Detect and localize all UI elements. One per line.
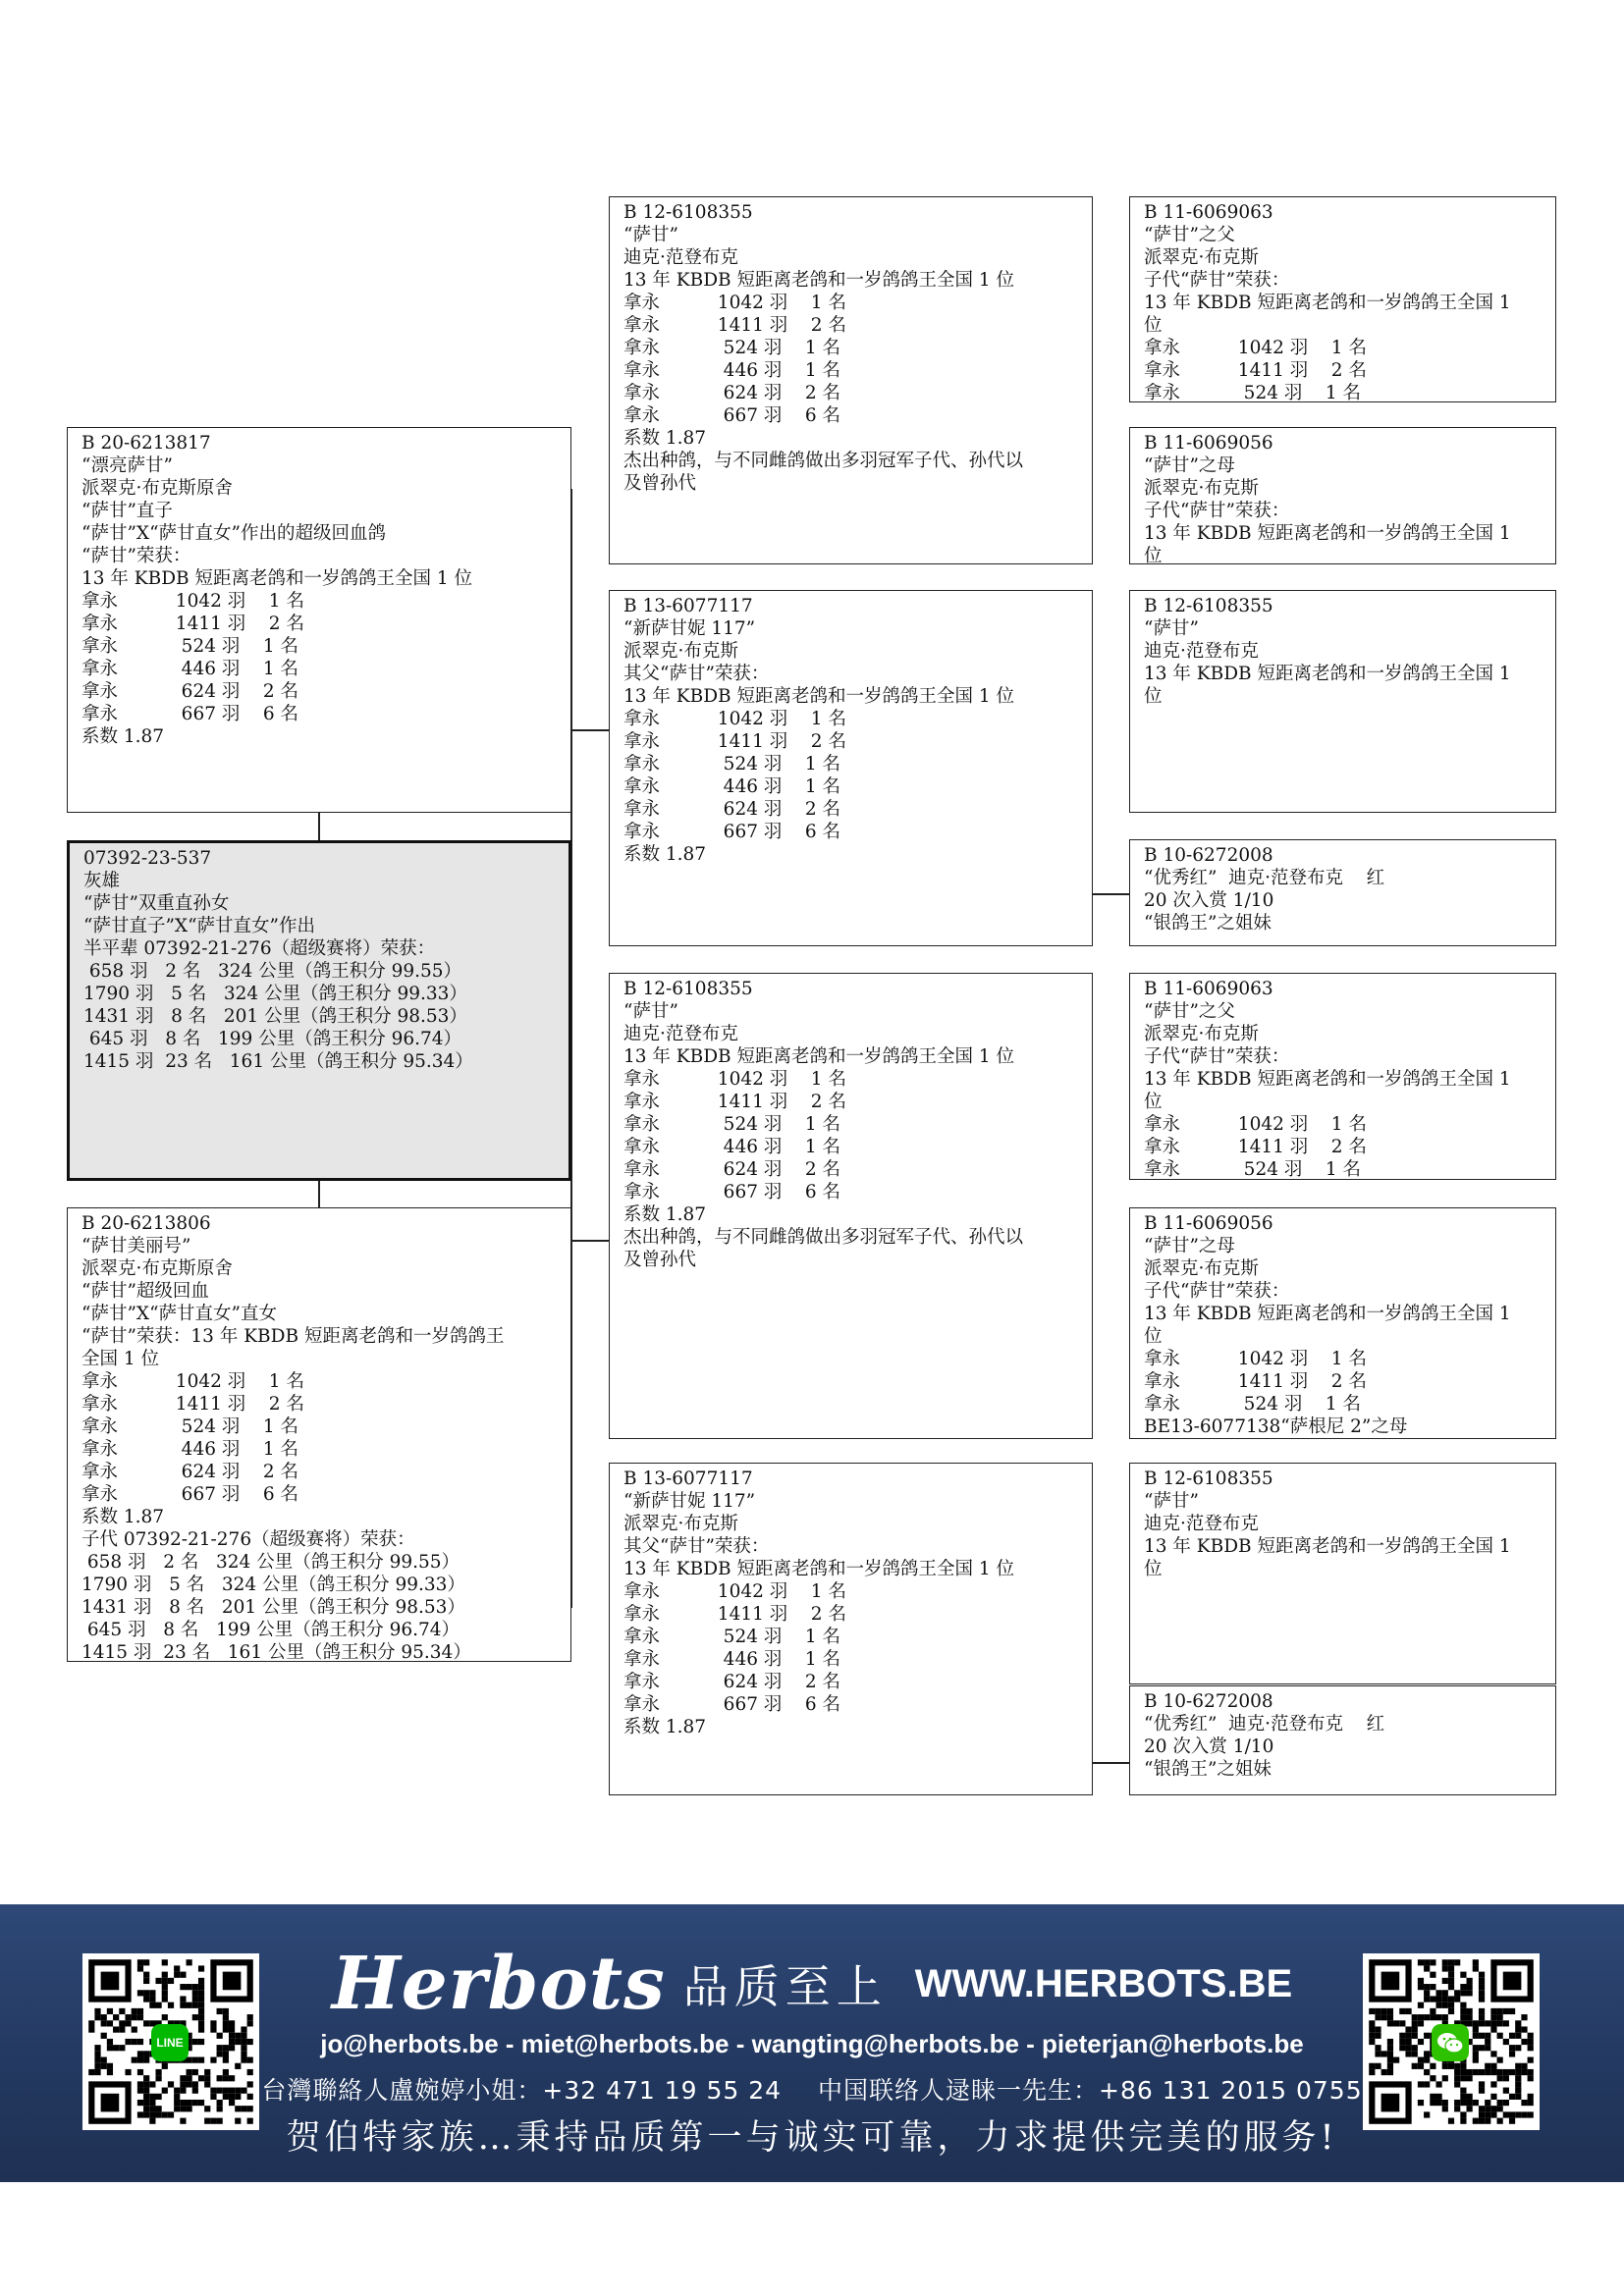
- email-links[interactable]: jo@herbots.be - miet@herbots.be - wangting@herbots.be - pieterjan@herbots.be: [320, 2029, 1304, 2058]
- pedigree-line: 拿永 667 羽 6 名: [623, 822, 841, 842]
- pedigree-line: 半平辈 07392-21-276（超级赛将）荣获：: [83, 938, 436, 959]
- pedigree-line: 拿永 1042 羽 1 名: [1144, 1349, 1367, 1369]
- sire-dam-card: [609, 590, 1093, 946]
- pedigree-line: 子代“萨甘”荣获：: [1144, 270, 1290, 291]
- pedigree-line: 拿永 1411 羽 2 名: [81, 614, 304, 634]
- pedigree-line: 迪克·范登布克: [623, 1024, 738, 1044]
- pedigree-line: 拿永 524 羽 1 名: [623, 1627, 841, 1647]
- pedigree-line: 拿永 667 羽 6 名: [81, 704, 299, 724]
- pedigree-line: 645 羽 8 名 199 公里（鸽王积分 96.74）: [83, 1029, 462, 1049]
- pedigree-line: 1790 羽 5 名 324 公里（鸽王积分 99.33）: [81, 1575, 465, 1595]
- motto: 贺伯特家族…秉持品质第一与诚实可靠，力求提供完美的服务!: [286, 2118, 1338, 2158]
- connector-line: [1092, 893, 1131, 895]
- pedigree-line: 13 年 KBDB 短距离老鸽和一岁鸽鸽王全国 1 位: [623, 686, 1015, 707]
- pedigree-line: 及曾孙代: [623, 1250, 697, 1270]
- pedigree-line: 拿永 1411 羽 2 名: [1144, 1137, 1367, 1157]
- pedigree-line: 拿永 524 羽 1 名: [623, 338, 841, 358]
- pedigree-line: B 13-6077117: [623, 596, 753, 616]
- ggp-card-2: [1129, 427, 1556, 564]
- slogan: 品质至上: [682, 1960, 888, 2013]
- pedigree-line: 派翠克·布克斯: [1144, 1024, 1259, 1044]
- pedigree-line: 13 年 KBDB 短距离老鸽和一岁鸽鸽王全国 1 位: [623, 1559, 1015, 1579]
- pedigree-line: “银鸽王”之姐妹: [1144, 1759, 1272, 1780]
- pedigree-line: “萨甘”: [623, 1001, 678, 1022]
- pedigree-line: 1431 羽 8 名 201 公里（鸽王积分 98.53）: [83, 1006, 467, 1027]
- pedigree-line: 拿永 446 羽 1 名: [81, 659, 299, 679]
- pedigree-line: “萨甘”X“萨甘直女”作出的超级回血鸽: [81, 523, 387, 544]
- pedigree-line: 拿永 524 羽 1 名: [81, 1416, 299, 1437]
- pedigree-line: 位: [1144, 546, 1163, 566]
- pedigree-line: 拿永 1042 羽 1 名: [623, 1581, 846, 1602]
- pedigree-line: 拿永 667 羽 6 名: [623, 1182, 841, 1202]
- pedigree-line: 派翠克·布克斯: [623, 641, 738, 662]
- pedigree-line: “新萨甘妮 117”: [623, 618, 756, 639]
- pedigree-line: 拿永 1042 羽 1 名: [623, 709, 846, 729]
- dam-card: [67, 1207, 571, 1662]
- pedigree-line: 系数 1.87: [81, 726, 165, 747]
- pedigree-line: “萨甘”双重直孙女: [83, 893, 230, 914]
- pedigree-line: 子代“萨甘”荣获：: [1144, 501, 1290, 521]
- pedigree-line: 其父“萨甘”荣获：: [623, 1536, 770, 1557]
- pedigree-line: 系数 1.87: [623, 428, 707, 449]
- connector-line: [571, 729, 611, 731]
- pedigree-line: 位: [1144, 1559, 1163, 1579]
- pedigree-line: 子代“萨甘”荣获：: [1144, 1281, 1290, 1302]
- pedigree-line: B 11-6069063: [1144, 202, 1273, 223]
- pedigree-line: 拿永 1411 羽 2 名: [623, 731, 846, 752]
- pedigree-line: 13 年 KBDB 短距离老鸽和一岁鸽鸽王全国 1: [1144, 1536, 1511, 1557]
- sire-sire-card: [609, 196, 1093, 564]
- pedigree-line: 全国 1 位: [81, 1349, 160, 1369]
- pedigree-line: “萨甘”超级回血: [81, 1281, 209, 1302]
- subject-pigeon-card: [67, 840, 571, 1181]
- pedigree-line: 拿永 1042 羽 1 名: [1144, 338, 1367, 358]
- pedigree-line: 拿永 524 羽 1 名: [1144, 1394, 1362, 1415]
- ggp-card-7: [1129, 1463, 1556, 1684]
- pedigree-line: 13 年 KBDB 短距离老鸽和一岁鸽鸽王全国 1: [1144, 1304, 1511, 1324]
- pedigree-line: 拿永 1411 羽 2 名: [1144, 360, 1367, 381]
- pedigree-line: B 20-6213806: [81, 1213, 211, 1234]
- pedigree-line: 拿永 446 羽 1 名: [623, 1137, 841, 1157]
- pedigree-line: 拿永 624 羽 2 名: [623, 383, 841, 403]
- pedigree-line: 658 羽 2 名 324 公里（鸽王积分 99.55）: [81, 1552, 460, 1573]
- pedigree-line: 拿永 1411 羽 2 名: [81, 1394, 304, 1415]
- ggp-card-4: [1129, 839, 1556, 946]
- pedigree-line: 拿永 524 羽 1 名: [81, 636, 299, 657]
- pedigree-line: B 12-6108355: [1144, 596, 1273, 616]
- pedigree-line: 系数 1.87: [81, 1507, 165, 1527]
- pedigree-line: 拿永 1411 羽 2 名: [623, 315, 846, 336]
- pedigree-line: 子代 07392-21-276（超级赛将）荣获：: [81, 1529, 415, 1550]
- pedigree-line: 07392-23-537: [83, 848, 212, 869]
- sire-card: [67, 427, 571, 813]
- ggp-card-6: [1129, 1207, 1556, 1439]
- pedigree-line: 拿永 1042 羽 1 名: [81, 591, 304, 612]
- pedigree-line: 13 年 KBDB 短距离老鸽和一岁鸽鸽王全国 1 位: [623, 270, 1015, 291]
- pedigree-line: “萨甘”直子: [81, 501, 173, 521]
- pedigree-line: “萨甘”: [1144, 1491, 1199, 1512]
- pedigree-line: 拿永 446 羽 1 名: [623, 1649, 841, 1670]
- pedigree-line: 658 羽 2 名 324 公里（鸽王积分 99.55）: [83, 961, 462, 982]
- pedigree-line: 拿永 624 羽 2 名: [81, 1462, 299, 1482]
- pedigree-line: B 11-6069056: [1144, 433, 1273, 454]
- ggp-card-3: [1129, 590, 1556, 813]
- pedigree-line: “萨甘美丽号”: [81, 1236, 191, 1256]
- pedigree-line: “漂亮萨甘”: [81, 455, 173, 476]
- pedigree-line: 派翠克·布克斯: [1144, 1258, 1259, 1279]
- pedigree-line: 杰出种鸽，与不同雌鸽做出多羽冠军子代、孙代以: [623, 1227, 1024, 1248]
- pedigree-line: “萨甘”之母: [1144, 1236, 1235, 1256]
- pedigree-line: 系数 1.87: [623, 1204, 707, 1225]
- pedigree-line: 拿永 1042 羽 1 名: [1144, 1114, 1367, 1135]
- pedigree-line: B 12-6108355: [623, 979, 753, 999]
- pedigree-line: 拿永 446 羽 1 名: [623, 776, 841, 797]
- ggp-card-1: [1129, 196, 1556, 402]
- pedigree-line: 拿永 667 羽 6 名: [623, 1694, 841, 1715]
- pedigree-line: 拿永 1042 羽 1 名: [623, 293, 846, 313]
- pedigree-line: 拿永 1411 羽 2 名: [1144, 1371, 1367, 1392]
- pedigree-line: 拿永 524 羽 1 名: [1144, 1159, 1362, 1180]
- pedigree-line: B 12-6108355: [1144, 1468, 1273, 1489]
- pedigree-line: 拿永 624 羽 2 名: [623, 799, 841, 820]
- pedigree-line: 拿永 624 羽 2 名: [623, 1672, 841, 1692]
- pedigree-line: 拿永 624 羽 2 名: [81, 681, 299, 702]
- pedigree-line: “优秀红” 迪克·范登布克 红: [1144, 868, 1385, 888]
- contact-taiwan: 台灣聯絡人盧婉婷小姐：+32 471 19 55 24: [261, 2076, 783, 2105]
- pedigree-line: 拿永 446 羽 1 名: [623, 360, 841, 381]
- connector-line: [1092, 1762, 1131, 1764]
- pedigree-line: 拿永 524 羽 1 名: [623, 1114, 841, 1135]
- pedigree-line: “萨甘”之母: [1144, 455, 1235, 476]
- pedigree-line: 拿永 524 羽 1 名: [623, 754, 841, 774]
- pedigree-line: 1415 羽 23 名 161 公里（鸽王积分 95.34）: [83, 1051, 473, 1072]
- pedigree-line: B 12-6108355: [623, 202, 753, 223]
- pedigree-line: B 10-6272008: [1144, 845, 1273, 866]
- pedigree-line: “萨甘”: [1144, 618, 1199, 639]
- pedigree-line: 位: [1144, 1092, 1163, 1112]
- pedigree-line: “新萨甘妮 117”: [623, 1491, 756, 1512]
- line-icon: LINE: [151, 2024, 189, 2061]
- connector-line: [318, 1180, 320, 1207]
- pedigree-line: B 11-6069063: [1144, 979, 1273, 999]
- pedigree-line: 1790 羽 5 名 324 公里（鸽王积分 99.33）: [83, 984, 467, 1004]
- pedigree-line: 派翠克·布克斯原舍: [81, 1258, 233, 1279]
- pedigree-line: 系数 1.87: [623, 844, 707, 865]
- website-link[interactable]: WWW.HERBOTS.BE: [914, 1961, 1293, 2005]
- pedigree-line: “萨甘直子”X“萨甘直女”作出: [83, 916, 316, 936]
- pedigree-line: B 10-6272008: [1144, 1691, 1273, 1712]
- pedigree-line: 拿永 1042 羽 1 名: [623, 1069, 846, 1090]
- pedigree-line: 20 次入赏 1/10: [1144, 1736, 1274, 1757]
- pedigree-line: 拿永 524 羽 1 名: [1144, 383, 1362, 403]
- pedigree-line: 13 年 KBDB 短距离老鸽和一岁鸽鸽王全国 1: [1144, 1069, 1511, 1090]
- pedigree-line: 1431 羽 8 名 201 公里（鸽王积分 98.53）: [81, 1597, 465, 1618]
- pedigree-line: 位: [1144, 315, 1163, 336]
- pedigree-line: 及曾孙代: [623, 473, 697, 494]
- pedigree-line: 派翠克·布克斯原舍: [81, 478, 233, 499]
- pedigree-line: 迪克·范登布克: [623, 247, 738, 268]
- pedigree-line: B 20-6213817: [81, 433, 211, 454]
- ggp-card-5: [1129, 973, 1556, 1180]
- dam-sire-card: [609, 973, 1093, 1439]
- wechat-icon: [1432, 2024, 1469, 2061]
- pedigree-line: “萨甘”荣获：13 年 KBDB 短距离老鸽和一岁鸽鸽王: [81, 1326, 505, 1347]
- pedigree-line: 派翠克·布克斯: [1144, 478, 1259, 499]
- pedigree-line: 其父“萨甘”荣获：: [623, 664, 770, 684]
- connector-line: [318, 812, 320, 841]
- connector-line: [571, 1240, 611, 1242]
- pedigree-line: BE13-6077138“萨根尼 2”之母: [1144, 1416, 1408, 1437]
- pedigree-line: 13 年 KBDB 短距离老鸽和一岁鸽鸽王全国 1 位: [623, 1046, 1015, 1067]
- pedigree-line: 系数 1.87: [623, 1717, 707, 1737]
- pedigree-line: 13 年 KBDB 短距离老鸽和一岁鸽鸽王全国 1: [1144, 664, 1511, 684]
- pedigree-line: 645 羽 8 名 199 公里（鸽王积分 96.74）: [81, 1620, 460, 1640]
- ggp-card-8: [1129, 1685, 1556, 1795]
- pedigree-line: 13 年 KBDB 短距离老鸽和一岁鸽鸽王全国 1: [1144, 293, 1511, 313]
- pedigree-line: “萨甘”之父: [1144, 1001, 1235, 1022]
- pedigree-line: 拿永 667 羽 6 名: [623, 405, 841, 426]
- herbots-logo: Herbots: [331, 1942, 666, 2026]
- pedigree-line: 拿永 1411 羽 2 名: [623, 1604, 846, 1625]
- pedigree-line: “萨甘”之父: [1144, 225, 1235, 245]
- pedigree-line: 灰雄: [83, 871, 121, 891]
- pedigree-line: 派翠克·布克斯: [623, 1514, 738, 1534]
- pedigree-line: “萨甘”荣获：: [81, 546, 191, 566]
- pedigree-line: 拿永 667 羽 6 名: [81, 1484, 299, 1505]
- pedigree-line: “萨甘”: [623, 225, 678, 245]
- contact-china: 中国联络人逯睐一先生：+86 131 2015 0755: [818, 2076, 1363, 2105]
- pedigree-line: “银鸽王”之姐妹: [1144, 913, 1272, 934]
- pedigree-line: 迪克·范登布克: [1144, 641, 1259, 662]
- pedigree-line: 子代“萨甘”荣获：: [1144, 1046, 1290, 1067]
- pedigree-line: 拿永 1411 羽 2 名: [623, 1092, 846, 1112]
- pedigree-line: 迪克·范登布克: [1144, 1514, 1259, 1534]
- footer-banner: [0, 1904, 1624, 2182]
- pedigree-line: 位: [1144, 686, 1163, 707]
- pedigree-line: B 13-6077117: [623, 1468, 753, 1489]
- pedigree-line: 13 年 KBDB 短距离老鸽和一岁鸽鸽王全国 1: [1144, 523, 1511, 544]
- pedigree-line: 1415 羽 23 名 161 公里（鸽王积分 95.34）: [81, 1642, 471, 1663]
- pedigree-line: 20 次入赏 1/10: [1144, 890, 1274, 911]
- pedigree-line: 派翠克·布克斯: [1144, 247, 1259, 268]
- wechat-qr-code[interactable]: [1363, 1953, 1540, 2130]
- pedigree-line: “优秀红” 迪克·范登布克 红: [1144, 1714, 1385, 1735]
- pedigree-line: “萨甘”X“萨甘直女”直女: [81, 1304, 278, 1324]
- pedigree-line: 杰出种鸽，与不同雌鸽做出多羽冠军子代、孙代以: [623, 451, 1024, 471]
- pedigree-line: 13 年 KBDB 短距离老鸽和一岁鸽鸽王全国 1 位: [81, 568, 473, 589]
- pedigree-line: 拿永 1042 羽 1 名: [81, 1371, 304, 1392]
- pedigree-line: B 11-6069056: [1144, 1213, 1273, 1234]
- pedigree-line: 拿永 624 羽 2 名: [623, 1159, 841, 1180]
- pedigree-line: 拿永 446 羽 1 名: [81, 1439, 299, 1460]
- pedigree-line: 位: [1144, 1326, 1163, 1347]
- dam-dam-card: [609, 1463, 1093, 1795]
